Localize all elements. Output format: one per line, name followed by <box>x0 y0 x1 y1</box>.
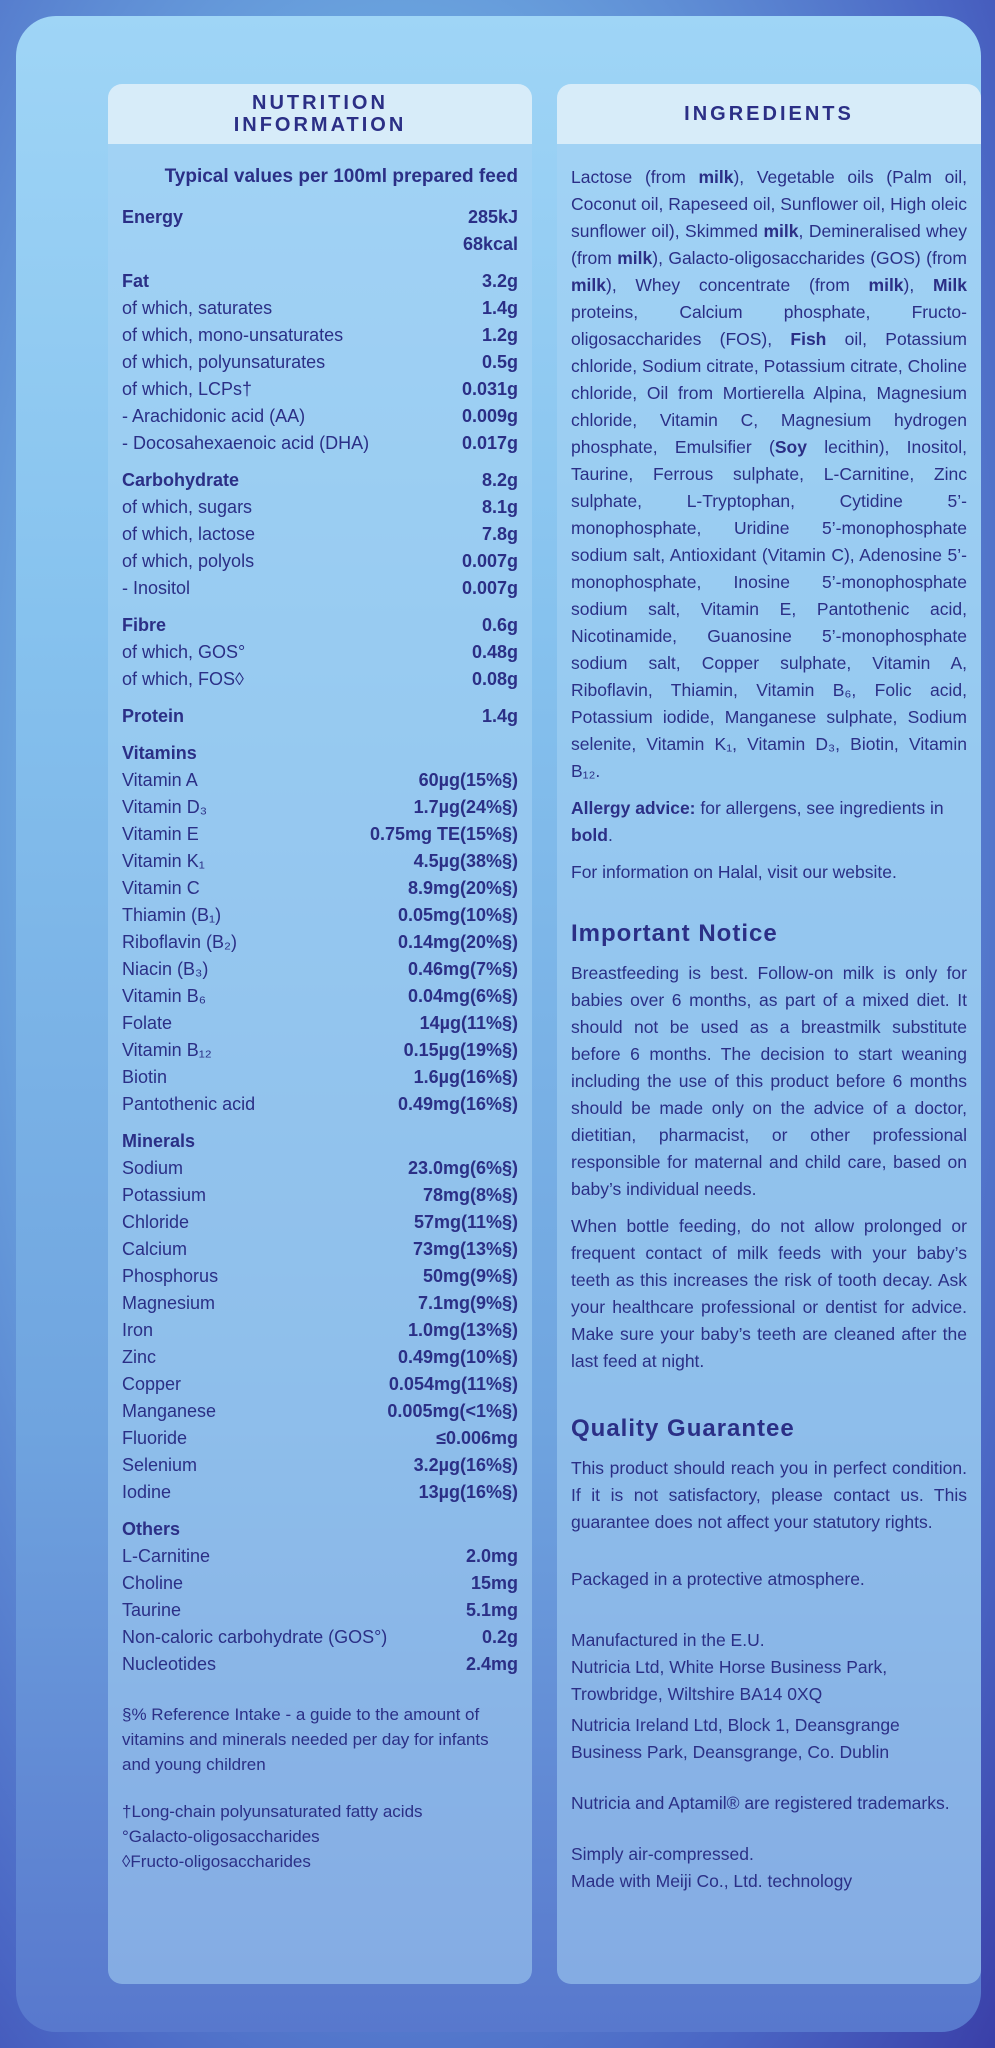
nutrient-value: 57mg(11%§) <box>413 1212 518 1232</box>
nutrition-row <box>122 1452 518 1479</box>
nutrient-label: Fat <box>122 271 149 291</box>
nutrient-value: 68kcal <box>462 234 518 254</box>
nutrient-label: Manganese <box>122 1401 217 1421</box>
nutrient-label: Nucleotides <box>122 1654 217 1674</box>
nutrient-value: 4.5µg(38%§) <box>413 851 518 871</box>
nutrition-row <box>122 1371 518 1398</box>
nutrient-label: Pantothenic acid <box>122 1094 256 1114</box>
nutrition-row <box>122 1651 518 1678</box>
nutrition-row <box>122 548 518 575</box>
group-spacer <box>122 258 518 268</box>
nutrition-row <box>122 666 518 693</box>
nutrition-header <box>108 84 532 144</box>
nutrient-value: 285kJ <box>467 207 518 227</box>
allergy-advice <box>571 795 967 849</box>
nutrient-label: Magnesium <box>122 1293 216 1313</box>
nutrition-row <box>122 349 518 376</box>
nutrient-label: L-Carnitine <box>122 1546 211 1566</box>
important-notice-title: Important Notice <box>571 920 778 947</box>
nutrient-label: of which, mono-unsaturates <box>122 325 344 345</box>
nutrient-value: 23.0mg(6%§) <box>407 1158 518 1178</box>
nutrition-title-line1: NUTRITION <box>252 92 388 114</box>
footnote-reference-intake: §% Reference Intake - a guide to the amount of vitamins and minerals needed per day for infants and young children <box>122 1705 489 1774</box>
group-spacer <box>122 730 518 740</box>
nutrition-row <box>122 902 518 929</box>
group-spacer <box>122 457 518 467</box>
nutrient-label: of which, LCPs† <box>122 379 253 399</box>
nutrition-content <box>122 166 518 1874</box>
nutrient-value: 0.14mg(20%§) <box>397 932 518 952</box>
nutrition-row <box>122 1155 518 1182</box>
nutrient-value: 0.007g <box>461 551 518 571</box>
nutrient-label: Iron <box>122 1320 154 1340</box>
nutrient-value: 78mg(8%§) <box>422 1185 518 1205</box>
nutrition-row <box>122 1543 518 1570</box>
nutrient-label: Vitamins <box>122 743 197 763</box>
nutrient-label: Copper <box>122 1374 182 1394</box>
nutrient-label: Carbohydrate <box>122 470 240 490</box>
nutrition-row <box>122 1037 518 1064</box>
nutrition-table <box>122 204 518 1678</box>
nutrient-value: 0.031g <box>461 379 518 399</box>
nutrient-label: Folate <box>122 1013 173 1033</box>
nutrient-label: Zinc <box>122 1347 157 1367</box>
nutrient-value: 0.48g <box>471 642 518 662</box>
nutrient-value: 0.054mg(11%§) <box>388 1374 518 1394</box>
nutrient-label: Energy <box>122 207 184 227</box>
allergy-text: for allergens, see ingredients in <box>695 798 944 818</box>
nutrition-row <box>122 1182 518 1209</box>
nutrient-value: 1.4g <box>481 706 518 726</box>
nutrient-label: Riboflavin (B₂) <box>122 932 238 952</box>
nutrient-value: 0.75mg TE(15%§) <box>369 824 518 844</box>
nutrient-value: 8.9mg(20%§) <box>407 878 518 898</box>
nutrient-value: 13µg(16%§) <box>418 1482 518 1502</box>
group-spacer <box>122 693 518 703</box>
ingredients-text: Lactose (from milk), Vegetable oils (Palm oil, Coconut oil, Rapeseed oil, Sunflower oil, High oleic sunflower oil), Skimmed milk, Demineralised whey (from milk), Galacto-oligosaccharides (GOS) (from milk), Whey concentrate (from milk), Milk proteins, Calcium phosphate, Fructo-oligosaccharides (FOS), Fish oil, Potassium chloride, Sodium citrate, Potassium citrate, Choline chloride, Oil from Mortierella Alpina, Magnesium chloride, Vitamin C, Magnesium hydrogen phosphate, Emulsifier (Soy lecithin), Inositol, Taurine, Ferrous sulphate, L-Carnitine, Zinc sulphate, L-Tryptophan, Cytidine 5’-monophosphate, Uridine 5’-monophosphate sodium salt, Antioxidant (Vitamin C), Adenosine 5’-monophosphate, Inosine 5’-monophosphate sodium salt, Vitamin E, Pantothenic acid, Nicotinamide, Guanosine 5’-monophosphate sodium salt, Copper sulphate, Vitamin A, Riboflavin, Thiamin, Vitamin B₆, Folic acid, Potassium iodide, Manganese sulphate, Sodium selenite, Vitamin K₁, Vitamin D₃, Biotin, Vitamin B₁₂. <box>571 167 967 781</box>
nutrition-row <box>122 929 518 956</box>
nutrition-row <box>122 875 518 902</box>
nutrient-value: 8.2g <box>481 470 518 490</box>
nutrient-label: Taurine <box>122 1600 182 1620</box>
nutrition-row <box>122 612 518 639</box>
nutrient-label: of which, saturates <box>122 298 273 318</box>
nutrition-row <box>122 1091 518 1118</box>
group-spacer <box>122 1506 518 1516</box>
nutrient-value: 0.009g <box>461 406 518 426</box>
nutrition-row <box>122 956 518 983</box>
nutrition-row <box>122 295 518 322</box>
nutrient-value: 1.7µg(24%§) <box>413 797 518 817</box>
nutrient-label: Vitamin D₃ <box>122 797 208 817</box>
air-compressed-note: Simply air-compressed. <box>571 1844 754 1864</box>
nutrition-row <box>122 1344 518 1371</box>
nutrition-row <box>122 268 518 295</box>
nutrition-row <box>122 575 518 602</box>
nutrient-value: 5.1mg <box>465 1600 518 1620</box>
nutrient-value: 7.8g <box>481 524 518 544</box>
nutrition-row <box>122 1290 518 1317</box>
nutrient-label: of which, lactose <box>122 524 256 544</box>
nutrient-label: of which, sugars <box>122 497 253 517</box>
nutrition-row <box>122 1209 518 1236</box>
packaged-note: Packaged in a protective atmosphere. <box>571 1569 865 1589</box>
footnote-gos: °Galacto-oligosaccharides <box>122 1827 320 1846</box>
nutrition-row <box>122 1064 518 1091</box>
nutrition-row <box>122 521 518 548</box>
nutrient-label: Sodium <box>122 1158 184 1178</box>
nutrient-label: Vitamin C <box>122 878 200 898</box>
nutrition-row <box>122 767 518 794</box>
nutrition-row <box>122 494 518 521</box>
allergy-label: Allergy advice: <box>571 798 696 818</box>
nutrition-row <box>122 794 518 821</box>
nutrient-value: 1.2g <box>481 325 518 345</box>
nutrient-value: 14µg(11%§) <box>419 1013 518 1033</box>
nutrient-value: 7.1mg(9%§) <box>417 1293 518 1313</box>
nutrient-value: 0.08g <box>471 669 518 689</box>
nutrient-label: of which, polyols <box>122 551 255 571</box>
nutrient-value: 1.0mg(13%§) <box>407 1320 518 1340</box>
nutrient-value: 1.4g <box>481 298 518 318</box>
nutrient-label: Fibre <box>122 615 167 635</box>
nutrient-label: Iodine <box>122 1482 172 1502</box>
nutrition-row <box>122 821 518 848</box>
nutrition-row <box>122 1263 518 1290</box>
nutrition-row <box>122 1236 518 1263</box>
halal-info: For information on Halal, visit our website. <box>571 862 897 882</box>
nutrient-label: Fluoride <box>122 1428 188 1448</box>
nutrition-row <box>122 1128 518 1155</box>
nutrient-label: Selenium <box>122 1455 198 1475</box>
important-notice-p2: When bottle feeding, do not allow prolonged or frequent contact of milk feeds with your baby’s teeth as this increases the risk of tooth decay. Ask your healthcare professional or dentist for advice. Make sure your baby’s teeth are cleaned after the last feed at night. <box>571 1216 967 1371</box>
nutrition-row <box>122 1516 518 1543</box>
nutrient-value: 3.2g <box>481 271 518 291</box>
nutrient-label: of which, polyunsaturates <box>122 352 326 372</box>
nutrient-label: Potassium <box>122 1185 207 1205</box>
nutrition-row <box>122 1479 518 1506</box>
nutrient-label: Thiamin (B₁) <box>122 905 222 925</box>
nutrient-label: Vitamin K₁ <box>122 851 205 871</box>
ingredients-header: INGREDIENTS <box>557 84 981 144</box>
nutrient-label: Biotin <box>122 1067 168 1087</box>
allergy-bold-word: bold <box>571 825 608 845</box>
ingredients-content <box>571 164 967 1895</box>
nutrient-value: 8.1g <box>481 497 518 517</box>
nutrient-label: Niacin (B₃) <box>122 959 209 979</box>
nutrient-value: 0.5g <box>481 352 518 372</box>
nutrient-value: 2.4mg <box>465 1654 518 1674</box>
nutrition-row <box>122 983 518 1010</box>
nutrition-row <box>122 848 518 875</box>
nutrient-label: - Arachidonic acid (AA) <box>122 406 306 426</box>
nutrition-title-line2: INFORMATION <box>233 114 407 136</box>
nutrient-value: 0.017g <box>461 433 518 453</box>
nutrition-panel <box>108 84 532 1984</box>
nutrition-row <box>122 204 518 231</box>
nutrient-label: of which, GOS° <box>122 642 246 662</box>
nutrient-label: Calcium <box>122 1239 188 1259</box>
nutrition-row <box>122 403 518 430</box>
nutrient-label: of which, FOS◊ <box>122 669 244 689</box>
nutrient-label: Non-caloric carbohydrate (GOS°) <box>122 1627 388 1647</box>
nutrient-value: 0.005mg(<1%§) <box>387 1401 518 1421</box>
nutrition-row <box>122 1425 518 1452</box>
nutrition-row <box>122 467 518 494</box>
allergy-end: . <box>607 825 613 845</box>
nutrition-row <box>122 430 518 457</box>
nutrient-label: Choline <box>122 1573 184 1593</box>
nutrient-value: 1.6µg(16%§) <box>413 1067 518 1087</box>
nutrient-label: Chloride <box>122 1212 190 1232</box>
ingredients-panel <box>557 84 981 1984</box>
nutrient-value: 3.2µg(16%§) <box>413 1455 518 1475</box>
nutrient-value: 2.0mg <box>465 1546 518 1566</box>
group-spacer <box>122 602 518 612</box>
address-uk: Nutricia Ltd, White Horse Business Park, Trowbridge, Wiltshire BA14 0XQ <box>571 1657 888 1704</box>
nutrient-value: 0.2g <box>481 1627 518 1647</box>
nutrition-row <box>122 1317 518 1344</box>
nutrient-value: 0.007g <box>461 578 518 598</box>
nutrient-value: 15mg <box>470 1573 518 1593</box>
nutrient-value: 0.05mg(10%§) <box>397 905 518 925</box>
nutrient-label: Others <box>122 1519 181 1539</box>
nutrient-label: Vitamin B₆ <box>122 986 206 1006</box>
nutrient-value: 73mg(13%§) <box>412 1239 518 1259</box>
nutrient-value: 60µg(15%§) <box>418 770 518 790</box>
nutrient-value: 0.49mg(16%§) <box>397 1094 518 1114</box>
nutrition-row <box>122 1010 518 1037</box>
nutrient-value: 0.49mg(10%§) <box>397 1347 518 1367</box>
nutrition-row <box>122 639 518 666</box>
nutrition-row <box>122 703 518 730</box>
meiji-note: Made with Meiji Co., Ltd. technology <box>571 1871 853 1891</box>
nutrient-value: ≤0.006mg <box>436 1428 518 1448</box>
nutrient-label: Vitamin B₁₂ <box>122 1040 212 1060</box>
quality-guarantee-text: This product should reach you in perfect condition. If it is not satisfactory, please contact us. This guarantee does not affect your statutory rights. <box>571 1458 967 1532</box>
address-ireland: Nutricia Ireland Ltd, Block 1, Deansgrange Business Park, Deansgrange, Co. Dublin <box>571 1715 900 1762</box>
nutrition-row <box>122 1597 518 1624</box>
nutrient-value: 0.15µg(19%§) <box>403 1040 518 1060</box>
typical-values-heading: Typical values per 100ml prepared feed <box>164 166 518 187</box>
important-notice-p1: Breastfeeding is best. Follow-on milk is only for babies over 6 months, as part of a mixed diet. It should not be used as a breastmilk substitute before 6 months. The decision to start weaning including the use of this product before 6 months should be made only on the advice of a doctor, dietitian, pharmacist, or other professional responsible for maternal and child care, based on baby’s individual needs. <box>571 963 967 1199</box>
nutrient-label: - Inositol <box>122 578 191 598</box>
nutrition-row <box>122 1398 518 1425</box>
nutrient-value: 0.6g <box>481 615 518 635</box>
nutrient-value: 0.46mg(7%§) <box>407 959 518 979</box>
nutrition-row <box>122 740 518 767</box>
nutrient-label: Vitamin E <box>122 824 199 844</box>
nutrient-label: - Docosahexaenoic acid (DHA) <box>122 433 370 453</box>
nutrition-row <box>122 322 518 349</box>
nutrient-label: Minerals <box>122 1131 196 1151</box>
nutrient-value: 0.04mg(6%§) <box>407 986 518 1006</box>
nutrition-row <box>122 1570 518 1597</box>
group-spacer <box>122 1118 518 1128</box>
nutrient-label: Protein <box>122 706 185 726</box>
trademarks-note: Nutricia and Aptamil® are registered trademarks. <box>571 1793 950 1813</box>
footnote-fos: ◊Fructo-oligosaccharides <box>122 1852 311 1871</box>
nutrition-row <box>122 1624 518 1651</box>
quality-guarantee-title: Quality Guarantee <box>571 1415 795 1442</box>
nutrition-row <box>122 231 518 258</box>
footnote-lcp: †Long-chain polyunsaturated fatty acids <box>122 1802 423 1821</box>
manufactured-note: Manufactured in the E.U. <box>571 1630 765 1650</box>
nutrient-value: 50mg(9%§) <box>422 1266 518 1286</box>
nutrient-label: Phosphorus <box>122 1266 219 1286</box>
nutrient-label: Vitamin A <box>122 770 198 790</box>
nutrition-row <box>122 376 518 403</box>
